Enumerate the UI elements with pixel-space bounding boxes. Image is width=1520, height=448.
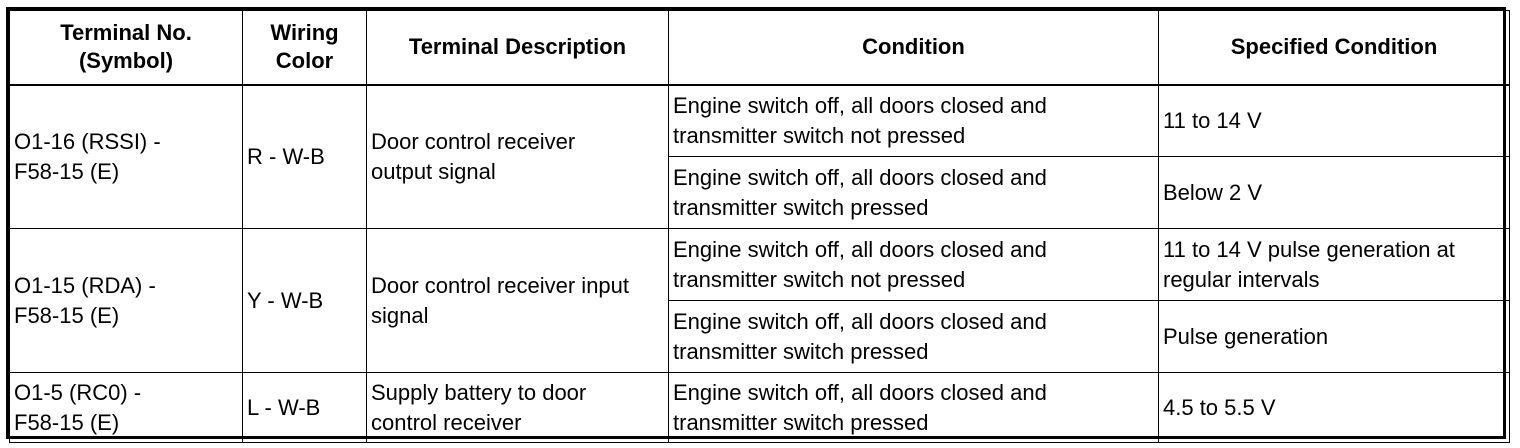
table-row <box>10 373 1510 443</box>
condition-line: transmitter switch not pressed <box>673 266 966 292</box>
condition-line: Engine switch off, all doors closed and <box>673 164 1047 190</box>
description-line: Door control receiver input <box>371 272 630 298</box>
specified-cell <box>1159 229 1510 301</box>
wiring-cell: L - W-B <box>243 373 367 443</box>
condition-line: transmitter switch pressed <box>673 409 929 435</box>
description-line: Supply battery to door <box>371 379 587 405</box>
specified-line: Below 2 V <box>1163 179 1263 205</box>
wiring-cell: Y - W-B <box>243 229 367 373</box>
header-specified: Specified Condition <box>1159 11 1510 85</box>
specified-cell <box>1159 373 1510 443</box>
header-terminal <box>10 11 243 85</box>
condition-line: Engine switch off, all doors closed and <box>673 379 1047 405</box>
terminal-line: F58-15 (E) <box>14 302 120 328</box>
condition-cell <box>669 85 1159 157</box>
condition-cell <box>669 301 1159 373</box>
specified-line: Pulse generation <box>1163 323 1329 349</box>
description-cell <box>367 373 669 443</box>
terminal-inspection-table <box>9 10 1510 443</box>
description-cell <box>367 85 669 229</box>
header-terminal-line2: (Symbol) <box>78 48 174 74</box>
terminal-cell <box>10 373 243 443</box>
condition-line: Engine switch off, all doors closed and <box>673 308 1047 334</box>
terminal-cell <box>10 85 243 229</box>
terminal-line: O1-5 (RC0) - <box>14 379 142 405</box>
table-row <box>10 85 1510 157</box>
terminal-line: O1-15 (RDA) - <box>14 272 156 298</box>
header-wiring <box>243 11 367 85</box>
header-wiring-line2: Color <box>275 48 334 74</box>
specified-line: 4.5 to 5.5 V <box>1163 394 1276 420</box>
terminal-line: F58-15 (E) <box>14 158 120 184</box>
specified-cell <box>1159 157 1510 229</box>
header-condition: Condition <box>669 11 1159 85</box>
condition-line: transmitter switch pressed <box>673 338 929 364</box>
header-row <box>10 11 1510 85</box>
header-wiring-line1: Wiring <box>270 20 339 46</box>
description-line: control receiver <box>371 409 522 435</box>
description-cell <box>367 229 669 373</box>
terminal-cell <box>10 229 243 373</box>
condition-line: transmitter switch not pressed <box>673 122 966 148</box>
wiring-cell: R - W-B <box>243 85 367 229</box>
terminal-table-frame <box>6 7 1506 439</box>
terminal-line: F58-15 (E) <box>14 409 120 435</box>
table-row <box>10 229 1510 301</box>
description-line: Door control receiver <box>371 128 576 154</box>
header-description: Terminal Description <box>367 11 669 85</box>
condition-cell <box>669 229 1159 301</box>
specified-line: regular intervals <box>1163 266 1320 292</box>
description-line: signal <box>371 302 429 328</box>
terminal-line: O1-16 (RSSI) - <box>14 128 161 154</box>
specified-cell <box>1159 301 1510 373</box>
specified-cell <box>1159 85 1510 157</box>
specified-line: 11 to 14 V <box>1163 107 1262 133</box>
description-line: output signal <box>371 158 496 184</box>
condition-cell <box>669 373 1159 443</box>
header-terminal-line1: Terminal No. <box>60 20 192 46</box>
condition-cell <box>669 157 1159 229</box>
condition-line: transmitter switch pressed <box>673 194 929 220</box>
condition-line: Engine switch off, all doors closed and <box>673 236 1047 262</box>
condition-line: Engine switch off, all doors closed and <box>673 92 1047 118</box>
specified-line: 11 to 14 V pulse generation at <box>1163 236 1455 262</box>
